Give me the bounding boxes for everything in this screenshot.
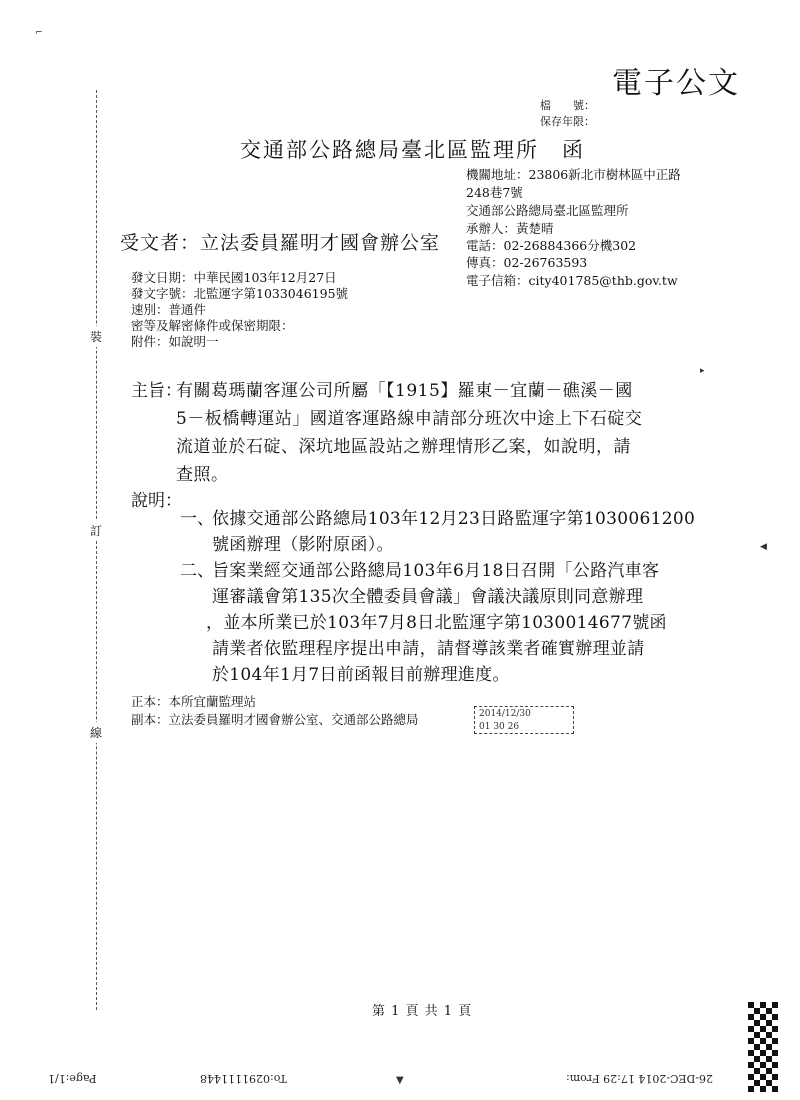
subject-line: 有關葛瑪蘭客運公司所屬「【1915】羅東－宜蘭－礁溪－國 xyxy=(176,381,633,401)
copy-recipients: 副本：立法委員羅明才國會辦公室、交通部公路總局 xyxy=(131,712,419,727)
subject-line: 5－板橋轉運站」國道客運路線申請部分班次中途上下石碇交 xyxy=(176,409,643,429)
stamp-date: 2014/12/30 xyxy=(479,709,531,719)
attachment: 附件：如說明一 xyxy=(131,334,219,349)
explanation-line: 運審議會第135次全體委員會議」會議決議原則同意辦理 xyxy=(212,587,644,607)
sender-email: 電子信箱：city401785@thb.gov.tw xyxy=(466,273,678,288)
received-stamp xyxy=(474,706,574,734)
explanation-item-number: 一、 xyxy=(180,509,214,529)
original-recipient: 正本：本所宜蘭監理站 xyxy=(131,694,257,709)
sender-address-line1: 機關地址：23806新北市樹林區中正路 xyxy=(466,167,681,182)
subject-line: 查照。 xyxy=(176,465,229,485)
binding-margin-char: 裝 xyxy=(90,326,102,347)
issue-date: 發文日期：中華民國103年12月27日 xyxy=(131,270,337,285)
corner-mark: ⌐ xyxy=(35,28,43,38)
issue-number: 發文字號：北監運字第1033046195號 xyxy=(131,286,349,301)
file-number-label: 檔 號： xyxy=(540,99,595,112)
sender-address-line2: 248巷7號 xyxy=(466,185,523,200)
explanation-line: 依據交通部公路總局103年12月23日路監運字第1030061200 xyxy=(212,509,696,529)
fax-page: Page:1/1 xyxy=(48,1072,97,1085)
retention-label: 保存年限： xyxy=(540,115,595,128)
subject-label: 主旨： xyxy=(131,381,182,401)
explanation-line: 於104年1月7日前函報目前辦理進度。 xyxy=(212,665,510,685)
explanation-line: 旨案業經交通部公路總局103年6月18日召開「公路汽車客 xyxy=(212,561,660,581)
explanation-item-number: 二、 xyxy=(180,561,214,581)
fax-to: To:0291111448 xyxy=(200,1072,287,1085)
edge-mark-icon: ◀ xyxy=(760,542,767,552)
explanation-line: 請業者依監理程序提出申請，請督導該業者確實辦理並請 xyxy=(212,639,645,659)
fax-from: 26-DEC-2014 17:29 From: xyxy=(566,1072,714,1085)
edge-mark-icon: ▸ xyxy=(700,366,705,376)
fax-marker-icon: ▼ xyxy=(396,1075,404,1086)
document-type-label: 電子公文 xyxy=(612,66,740,101)
binding-margin-char: 訂 xyxy=(90,520,102,541)
sender-contact: 承辦人：黃楚晴 xyxy=(466,221,554,236)
barcode-pattern xyxy=(748,1002,778,1092)
explanation-label: 說明： xyxy=(131,491,182,511)
binding-margin-char: 線 xyxy=(90,722,102,743)
speed-category: 速別：普通件 xyxy=(131,302,207,317)
subject-line: 流道並於石碇、深坑地區設站之辦理情形乙案，如說明，請 xyxy=(176,437,631,457)
explanation-line: ，並本所業已於103年7月8日北監運字第1030014677號函 xyxy=(206,613,667,633)
classification: 密等及解密條件或保密期限： xyxy=(131,318,294,333)
recipient: 受文者：立法委員羅明才國會辦公室 xyxy=(120,232,441,254)
page-number: 第 1 頁 共 1 頁 xyxy=(372,1004,473,1019)
sender-organization: 交通部公路總局臺北區監理所 xyxy=(466,203,629,218)
binding-margin-line xyxy=(96,90,97,1010)
explanation-line: 號函辦理（影附原函）。 xyxy=(212,535,394,555)
sender-fax: 傳真：02-26763593 xyxy=(466,255,588,270)
sender-phone: 電話：02-26884366分機302 xyxy=(466,238,637,253)
document-title: 交通部公路總局臺北區監理所 函 xyxy=(240,138,585,162)
stamp-time: 01 30 26 xyxy=(479,722,520,732)
